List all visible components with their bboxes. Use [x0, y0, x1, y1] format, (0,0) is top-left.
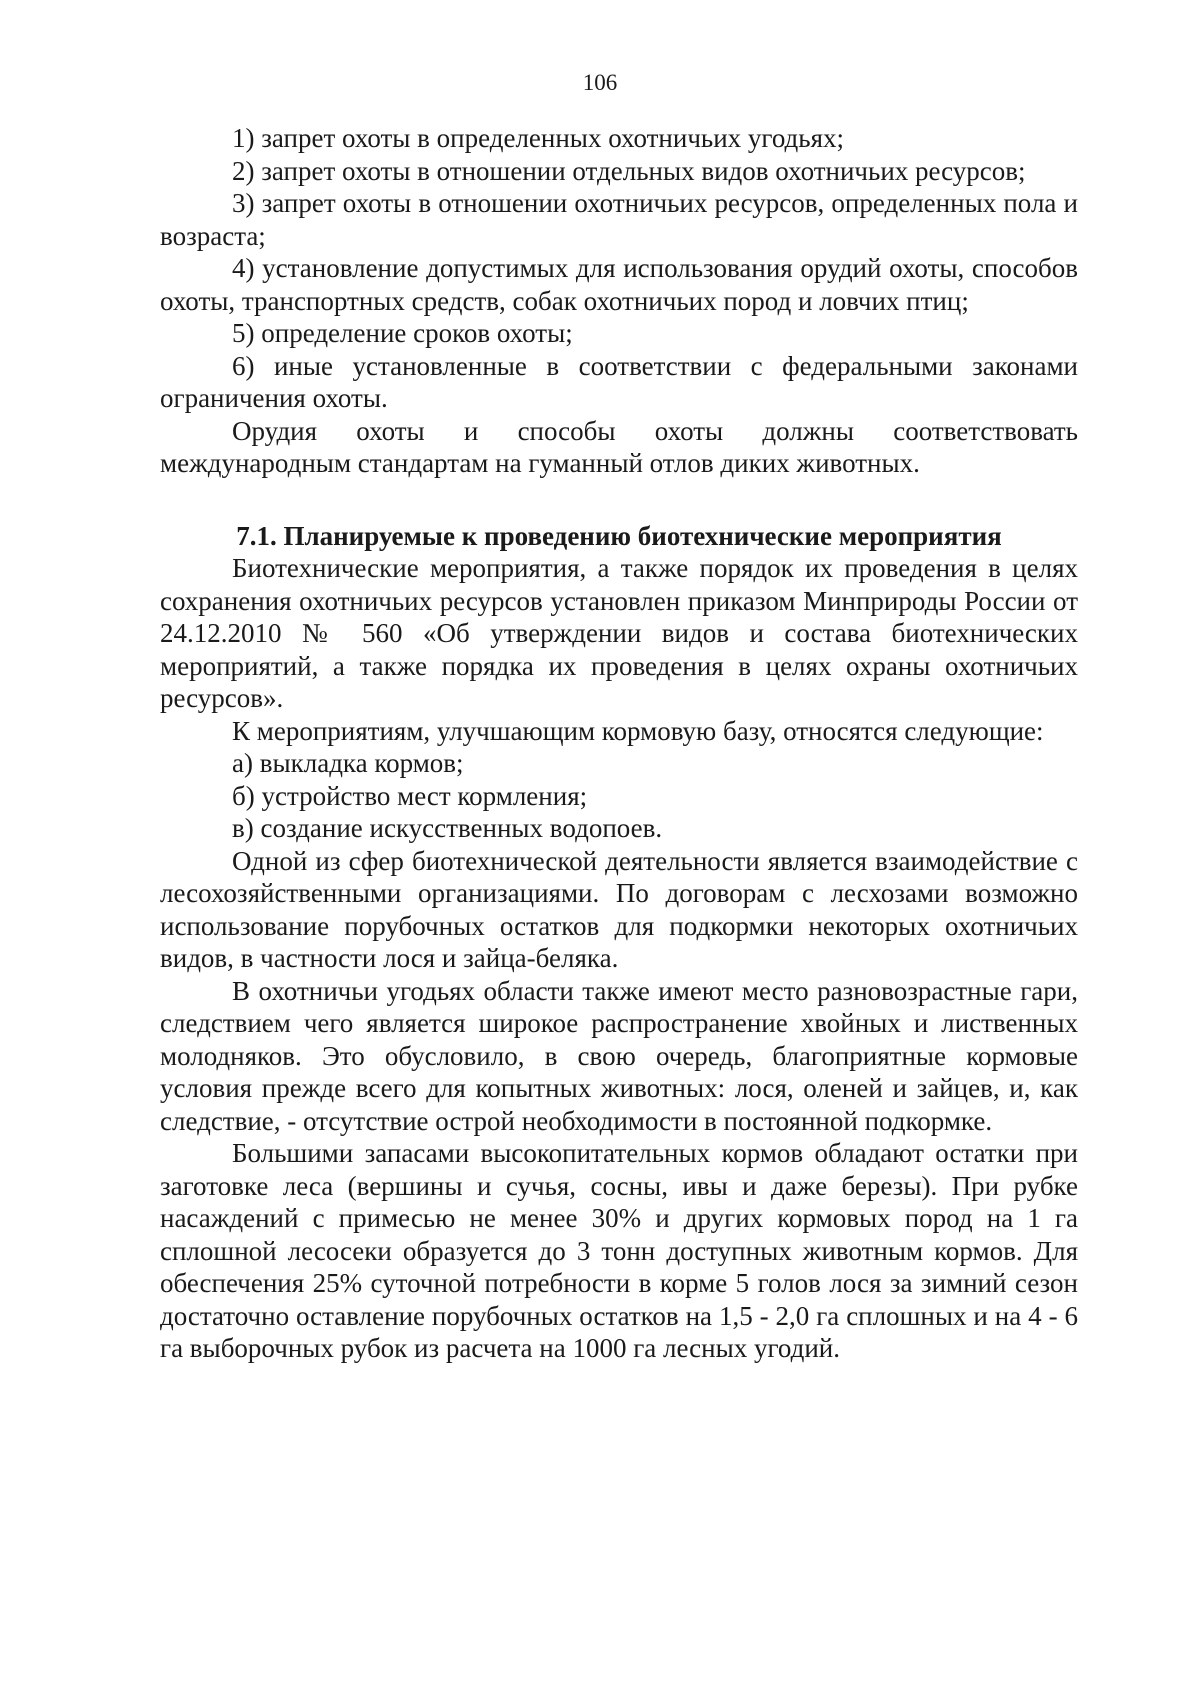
feed-item-c: в) создание искусственных водопоев.	[232, 813, 663, 843]
page-number: 106	[582, 70, 618, 95]
list-item-3: 3) запрет охоты в отношении охотничьих ресурсов, определенных пола и возраста;	[160, 188, 1078, 251]
paragraph-hunting-tools: Орудия охоты и способы охоты должны соответствовать международным стандартам на гуманный отлов диких животных.	[160, 415, 1078, 478]
paragraph-burned-areas: В охотничьи угодьях области также имеют место разновозрастные гари, следствием чего является широкое распространение хвойных и лиственных молодняков. Это обусловило, в свою очередь, благоприятные кормовые условия прежде всего для копытных животных: лося, оленей и зайцев, и, как следствие, - отсутствие острой необходимости в постоянной подкормке.	[160, 975, 1078, 1136]
feed-item-a: а) выкладка кормов;	[232, 748, 464, 778]
feed-item-b: б) устройство мест кормления;	[232, 780, 588, 811]
list-item-2: 2) запрет охоты в отношении отдельных видов охотничьих ресурсов;	[232, 155, 1026, 186]
list-item-5: 5) определение сроков охоты;	[232, 318, 573, 348]
paragraph-feed-reserves: Большими запасами высокопитательных кормов обладают остатки при заготовке леса (вершины и сучья, сосны, ивы и даже березы). При рубке насаждений с примесью не менее 30% и других кормовых пород на 1 га сплошной лесосеки образуется до 3 тонн доступных животным кормов. Для обеспечения 25% суточной потребности в корме 5 голов лося за зимний сезон достаточно оставление порубочных остатков на 1,5 - 2,0 га сплошных и на 4 - 6 га выборочных рубок из расчета на 1000 га лесных угодий.	[160, 1138, 1078, 1363]
list-item-4: 4) установление допустимых для использования орудий охоты, способов охоты, транспортных средств, собак охотничьих пород и ловчих птиц;	[160, 253, 1078, 316]
document-body	[160, 122, 1078, 1365]
paragraph-feed-measures: К мероприятиям, улучшающим кормовую базу, относятся следующие:	[232, 715, 1044, 746]
paragraph-forestry-cooperation: Одной из сфер биотехнической деятельности является взаимодействие с лесохозяйственными организациями. По договорам с лесхозами возможно использование порубочных остатков для подкормки некоторых охотничьих видов, в частности лося и зайца-беляка.	[160, 845, 1078, 973]
list-item-6: 6) иные установленные в соответствии с федеральными законами ограничения охоты.	[160, 350, 1078, 413]
paragraph-biotech-order: Биотехнические мероприятия, а также порядок их проведения в целях сохранения охотничьих ресурсов установлен приказом Минприроды России от 24.12.2010 № 560 «Об утверждении видов и состава биотехнических мероприятий, а также порядка их проведения в целях охраны охотничьих ресурсов».	[160, 553, 1078, 713]
section-heading: 7.1. Планируемые к проведению биотехнические мероприятия	[236, 520, 1002, 551]
list-item-1: 1) запрет охоты в определенных охотничьих угодьях;	[232, 123, 845, 153]
